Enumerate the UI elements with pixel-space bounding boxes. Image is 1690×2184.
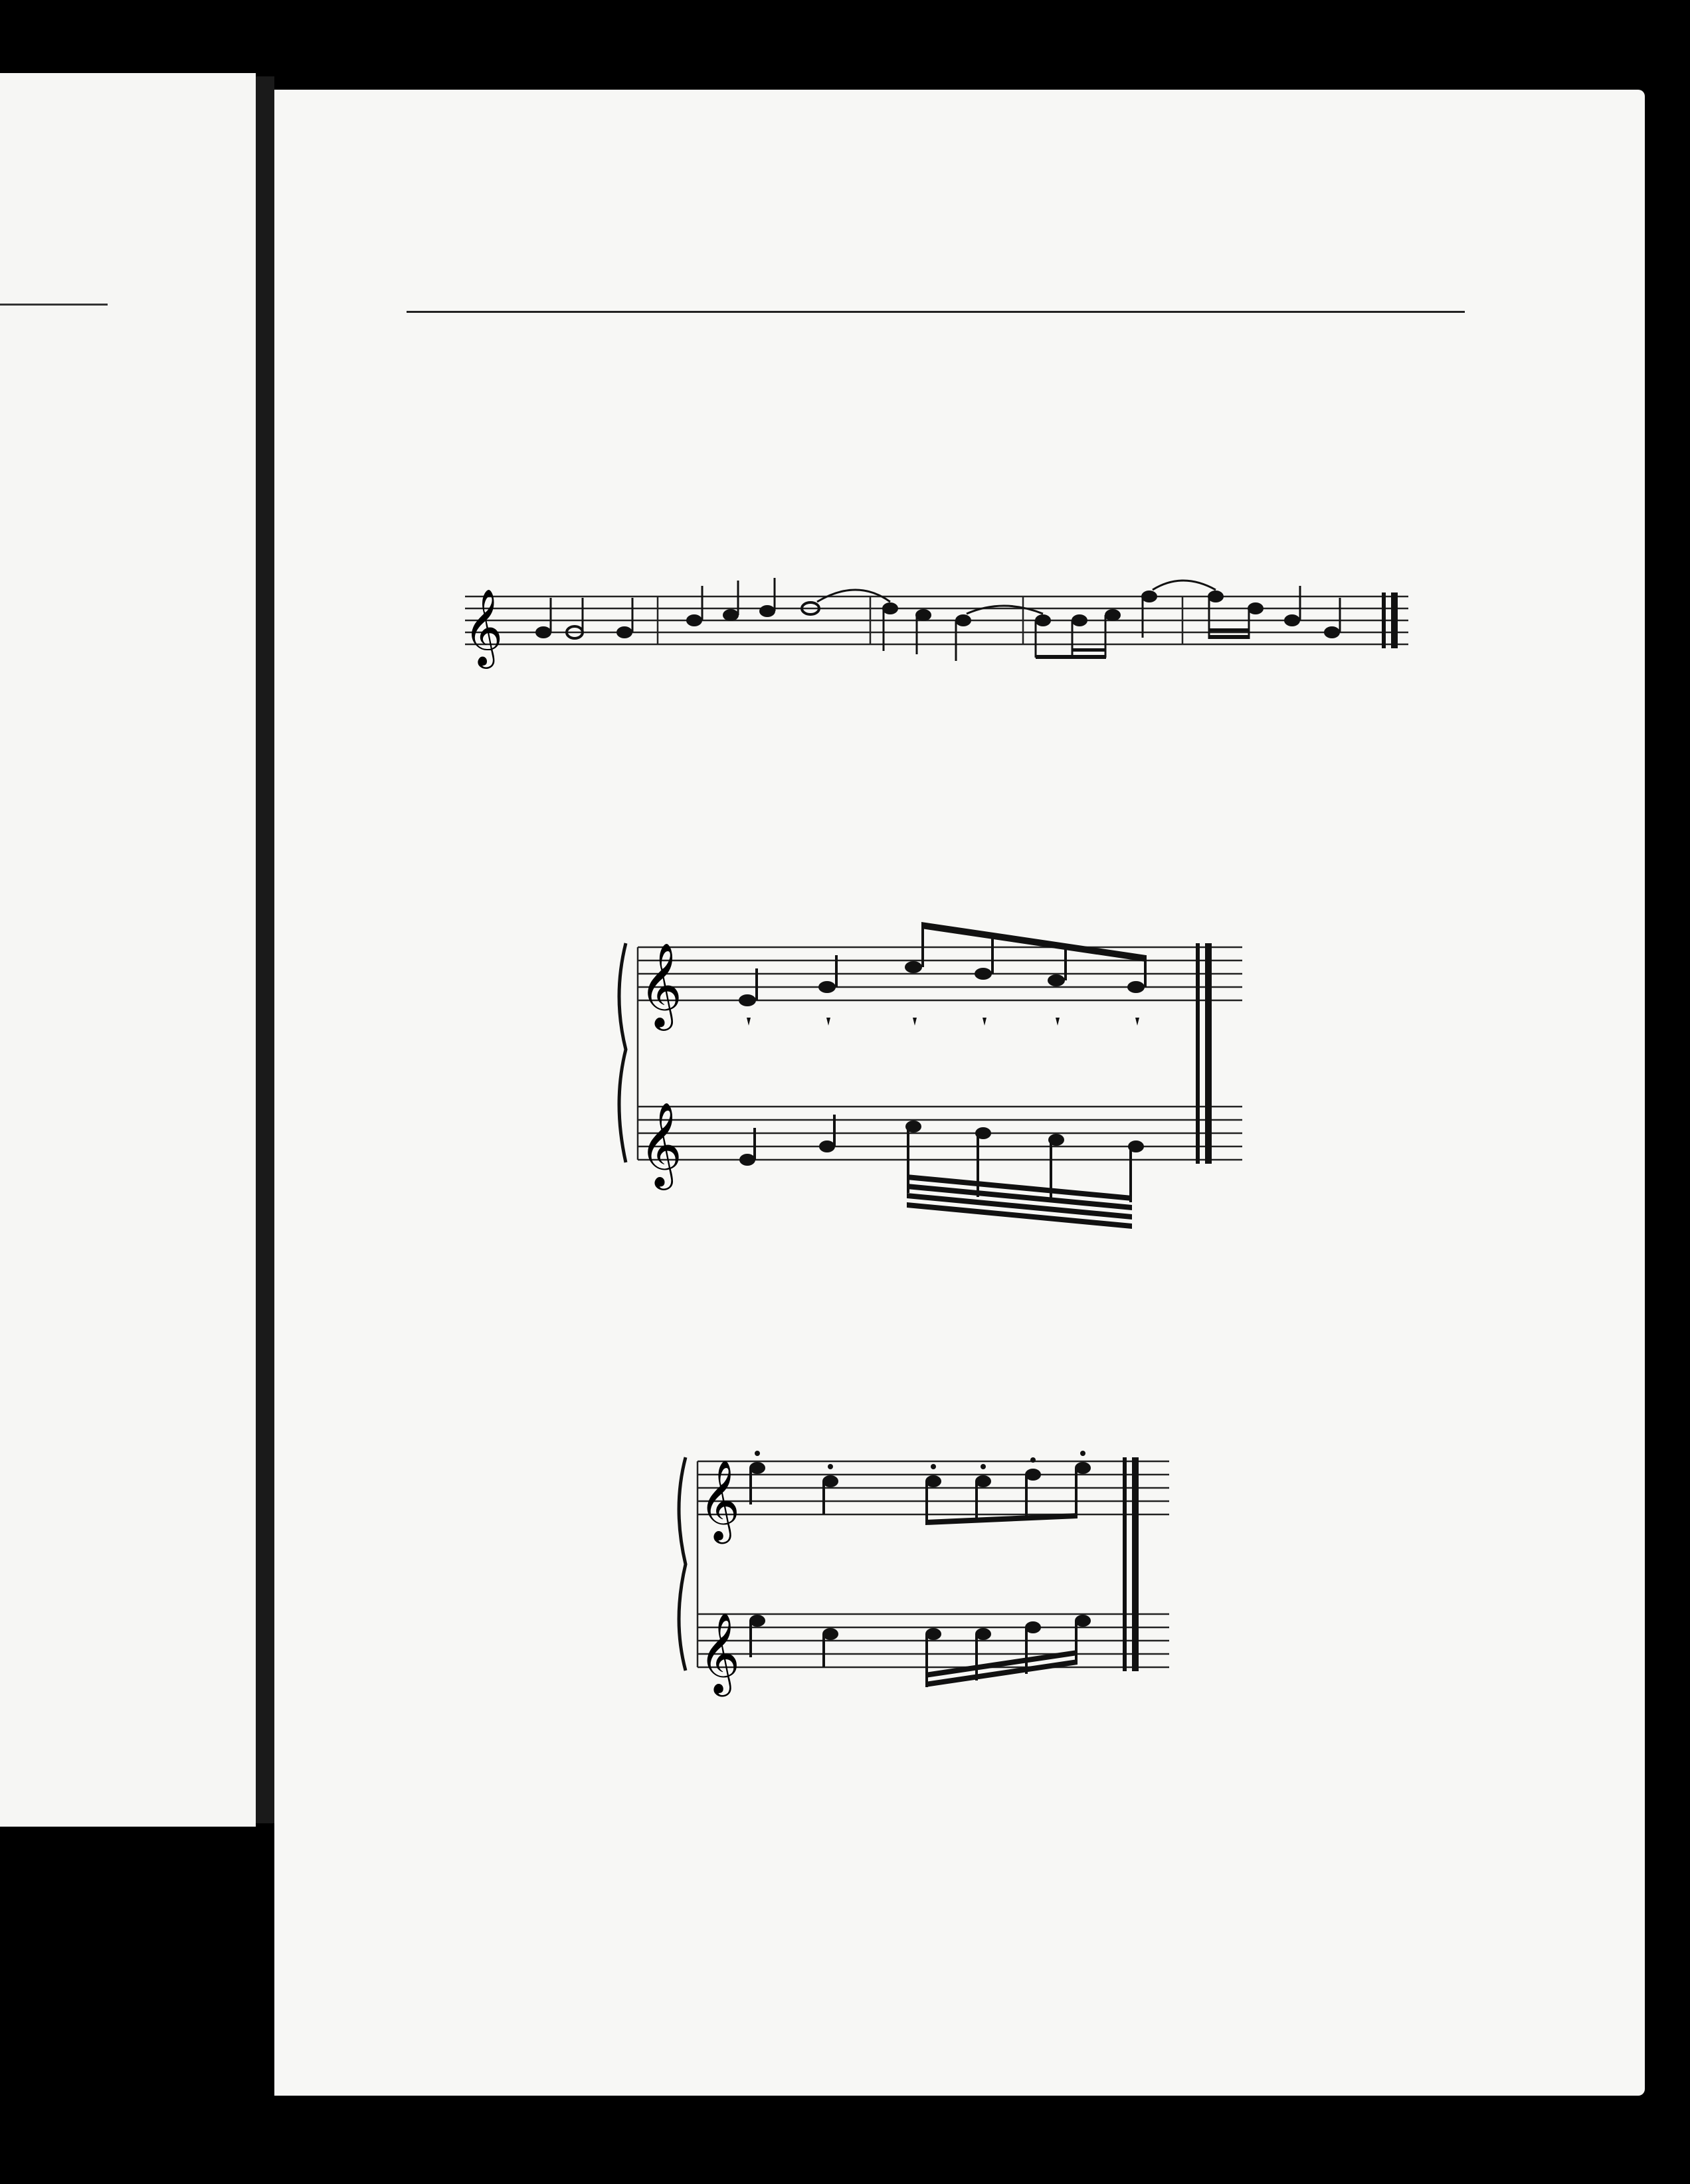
treble-clef-icon: 𝄞 [639, 1101, 683, 1186]
question-7 [443, 1729, 480, 1756]
left-page [0, 73, 256, 1827]
header-rule [407, 311, 1465, 313]
treble-clef-icon: 𝄞 [699, 1612, 741, 1693]
answer-5 [443, 761, 1466, 763]
answer-4 [443, 410, 1466, 412]
treble-clef-icon: 𝄞 [699, 1459, 741, 1540]
pique-staff-system [611, 917, 1249, 1216]
question-4 [446, 365, 484, 393]
question-6 [446, 1246, 484, 1273]
syncope-staff [458, 578, 1415, 671]
book-gutter [256, 76, 274, 1823]
answer-7 [397, 1779, 1468, 1783]
question-5 [446, 716, 484, 743]
answer-6 [399, 1293, 1468, 1294]
treble-clef-icon: 𝄞 [639, 942, 683, 1027]
left-page-rule [0, 304, 108, 306]
treble-clef-icon: 𝄞 [464, 588, 504, 666]
staccato-staff-system [671, 1441, 1176, 1707]
